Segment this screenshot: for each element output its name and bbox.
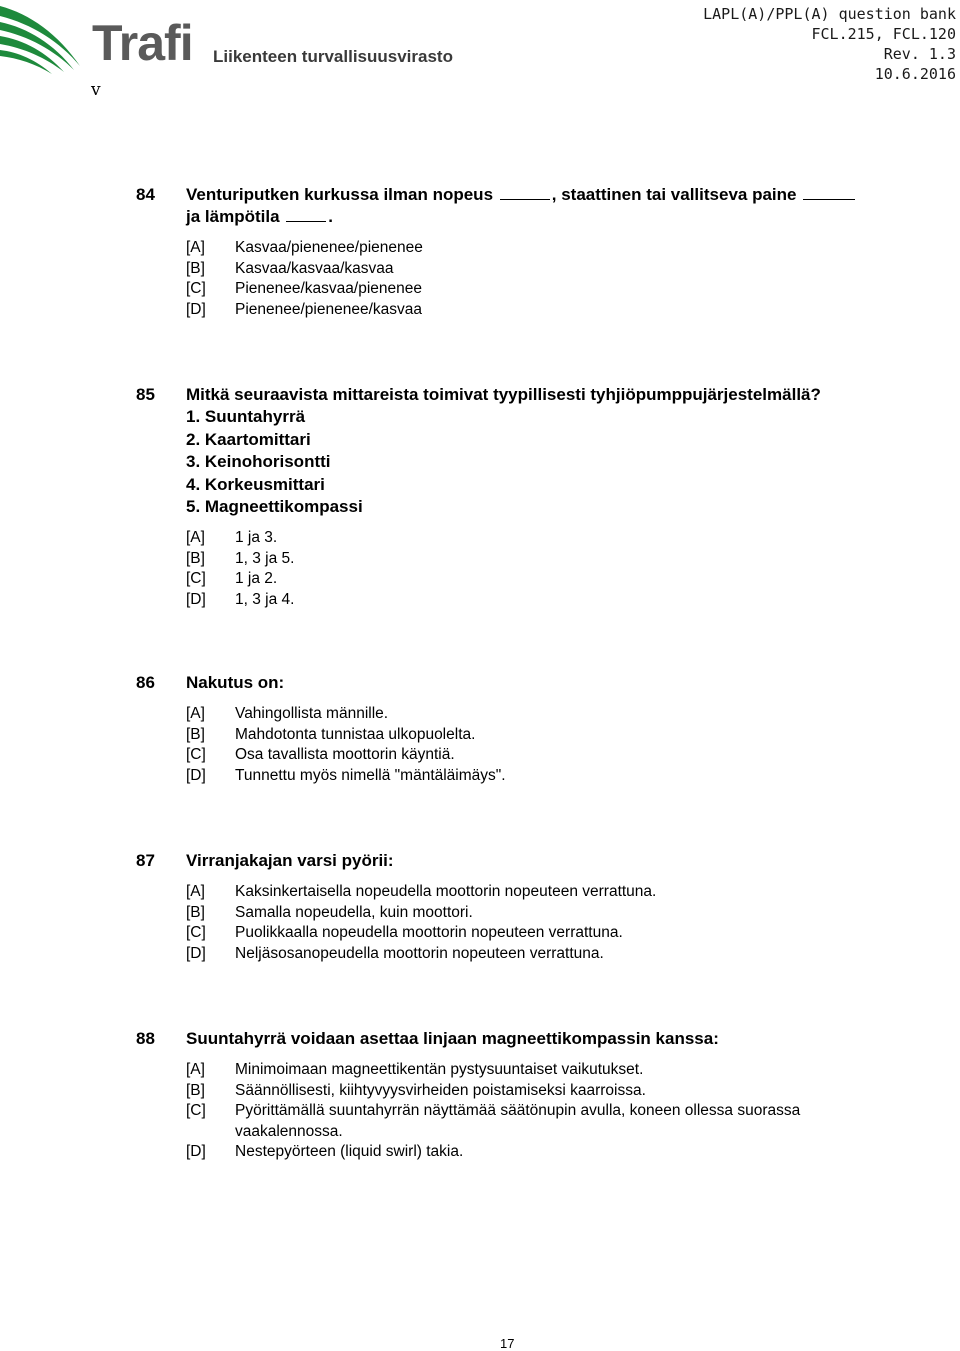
- option-b[interactable]: [B] Mahdotonta tunnistaa ulkopuolelta.: [186, 725, 476, 743]
- option-d[interactable]: [D] Tunnettu myös nimellä "mäntäläimäys".: [186, 766, 506, 784]
- option-c[interactable]: [C] Puolikkaalla nopeudella moottorin nopeuteen verrattuna.: [186, 924, 623, 941]
- meta-regulation: FCL.215, FCL.120: [811, 25, 956, 43]
- trafi-logo: [0, 0, 410, 80]
- list-item: 2. Kaartomittari: [186, 429, 311, 449]
- question-text: Suuntahyrrä voidaan asettaa linjaan magneettikompassin kanssa:: [186, 1029, 719, 1048]
- question-text: Venturiputken kurkussa ilman nopeus , staattinen tai vallitseva paine ja lämpötila .: [186, 184, 936, 228]
- option-b[interactable]: [B] Samalla nopeudella, kuin moottori.: [186, 903, 473, 921]
- answer-options: [186, 1060, 906, 1163]
- answer-blank: [803, 185, 855, 200]
- list-item: 3. Keinohorisontti: [186, 452, 331, 471]
- question-text: Mitkä seuraavista mittareista toimivat tyypillisesti tyhjiöpumppujärjestelmällä?: [186, 385, 821, 404]
- option-a[interactable]: [A] 1 ja 3.: [186, 529, 278, 546]
- option-c[interactable]: [C] Pienenee/kasvaa/pienenee: [186, 280, 423, 297]
- option-b[interactable]: [B] Kasvaa/kasvaa/kasvaa: [186, 259, 394, 277]
- option-c[interactable]: [C] 1 ja 2.: [186, 570, 278, 587]
- list-item: 5. Magneettikompassi: [186, 497, 363, 516]
- logo-subtitle: Liikenteen turvallisuusvirasto: [213, 47, 453, 66]
- option-c[interactable]: [C] Osa tavallista moottorin käyntiä.: [186, 746, 455, 763]
- option-d[interactable]: [D] 1, 3 ja 4.: [186, 590, 295, 608]
- answer-options: [186, 528, 906, 610]
- meta-title: LAPL(A)/PPL(A) question bank: [703, 5, 956, 23]
- question-number: 86: [136, 673, 155, 692]
- option-d[interactable]: [D] Nestepyörteen (liquid swirl) takia.: [186, 1143, 464, 1160]
- list-item: 4. Korkeusmittari: [186, 474, 325, 494]
- answer-options: [186, 238, 906, 320]
- option-c[interactable]: [C] Pyörittämällä suuntahyrrän näyttämää säätönupin avulla, koneen ollessa suorassa vaakalennossa.: [186, 1102, 801, 1140]
- answer-blank: [500, 185, 550, 200]
- option-a[interactable]: [A] Vahingollista männille.: [186, 705, 389, 722]
- answer-blank: [286, 207, 326, 222]
- list-item: 1. Suuntahyrrä: [186, 407, 306, 426]
- meta-date: 10.6.2016: [874, 65, 956, 83]
- question-number: 85: [136, 385, 155, 404]
- version-mark: v: [91, 80, 101, 100]
- document-meta: [703, 4, 956, 84]
- option-d[interactable]: [D] Neljäsosanopeudella moottorin nopeuteen verrattuna.: [186, 944, 604, 962]
- page-number: 17: [500, 1336, 515, 1351]
- meta-revision: Rev. 1.3: [883, 45, 956, 63]
- option-d[interactable]: [D] Pienenee/pienenee/kasvaa: [186, 300, 423, 318]
- answer-options: [186, 704, 906, 786]
- option-b[interactable]: [B] 1, 3 ja 5.: [186, 549, 295, 567]
- logo-wordmark: Trafi: [92, 15, 193, 71]
- option-b[interactable]: [B] Säännöllisesti, kiihtyvyysvirheiden poistamiseksi kaarroissa.: [186, 1081, 646, 1099]
- instrument-list: [186, 406, 363, 519]
- question-number: 84: [136, 185, 155, 204]
- trafi-swoosh-icon: [0, 0, 95, 80]
- option-a[interactable]: [A] Kasvaa/pienenee/pienenee: [186, 239, 423, 256]
- question-text: Virranjakajan varsi pyörii:: [186, 851, 394, 870]
- answer-options: [186, 882, 906, 964]
- question-text: Nakutus on:: [186, 673, 285, 692]
- option-a[interactable]: [A] Minimoimaan magneettikentän pystysuuntaiset vaikutukset.: [186, 1061, 644, 1078]
- option-a[interactable]: [A] Kaksinkertaisella nopeudella moottorin nopeuteen verrattuna.: [186, 883, 657, 900]
- question-number: 88: [136, 1029, 155, 1048]
- question-number: 87: [136, 851, 155, 870]
